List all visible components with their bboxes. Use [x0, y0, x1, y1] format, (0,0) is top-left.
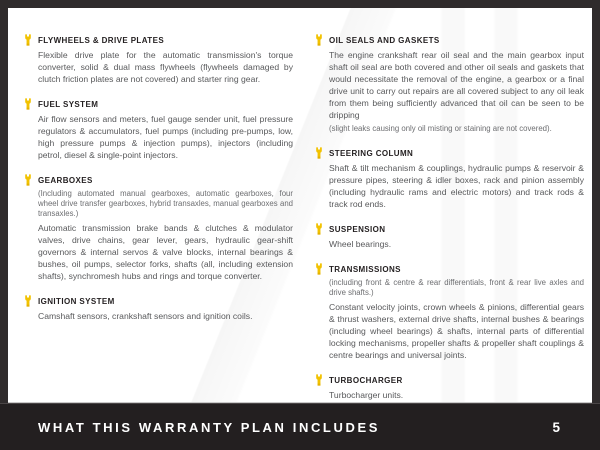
warranty-section — [24, 295, 293, 322]
section-paragraph: The engine crankshaft rear oil seal and the main gearbox input shaft oil seal are both covered and other oil seals and gaskets that would necessitate the removal of the engine, a gearbox or a final drive unit to carry out repairs are all covered subject to any oil leak from them being sufficiently advanced that oil can be seen to be dripping — [329, 50, 584, 120]
left-column — [24, 34, 293, 403]
warranty-section — [315, 374, 584, 401]
section-paragraph: Wheel bearings. — [329, 239, 392, 249]
warranty-section — [315, 147, 584, 210]
section-paragraph: Turbocharger units. — [329, 390, 404, 400]
footer-bar — [0, 403, 600, 450]
section-body — [315, 49, 584, 134]
spanner-icon — [24, 34, 38, 46]
section-heading: OIL SEALS AND GASKETS — [329, 36, 440, 45]
section-heading: STEERING COLUMN — [329, 149, 414, 158]
section-body — [24, 49, 293, 85]
section-paragraph: (slight leaks causing only oil misting or staining are not covered). — [329, 124, 552, 133]
section-heading: SUSPENSION — [329, 225, 386, 234]
warranty-section — [315, 263, 584, 361]
spanner-icon — [315, 374, 329, 386]
section-header-row — [24, 174, 293, 186]
section-paragraph: Camshaft sensors, crankshaft sensors and ignition coils. — [38, 311, 253, 321]
section-body — [315, 238, 584, 250]
section-header-row — [315, 374, 584, 386]
warranty-section — [24, 174, 293, 282]
spanner-icon — [315, 34, 329, 46]
section-paragraph: Constant velocity joints, crown wheels & pinions, differential gears & thrust washers, external drive shafts, internal bushes & bearings (including wheel bearings) & shafts, internal parts of differential locking mechanisms, propeller shafts & propeller shaft couplings & centre bearings and universal joints. — [329, 302, 584, 360]
section-body — [315, 389, 584, 401]
section-heading: FLYWHEELS & DRIVE PLATES — [38, 36, 165, 45]
section-paragraph: Air flow sensors and meters, fuel gauge sender unit, fuel pressure regulators & accumulators, fuel pumps (including pre-pumps, low, high pressure pumps & injection pumps), injectors (including petrol, diesel & single-point injectors. — [38, 114, 293, 160]
section-paragraph: Shaft & tilt mechanism & couplings, hydraulic pumps & reservoir & pressure pipes, steering & idler boxes, rack and pinion assembly (including hydraulic rams and electric motors) and track rods & track rod ends. — [329, 163, 584, 209]
spanner-icon — [24, 174, 38, 186]
warranty-section — [315, 34, 584, 134]
section-heading: IGNITION SYSTEM — [38, 297, 115, 306]
section-paragraph: (including front & centre & rear differentials, front & rear live axles and drive shafts.) — [329, 278, 584, 297]
warranty-section — [24, 98, 293, 161]
warranty-section — [315, 223, 584, 250]
section-header-row — [24, 98, 293, 110]
section-body — [24, 310, 293, 322]
section-body — [315, 162, 584, 210]
section-header-row — [24, 295, 293, 307]
section-header-row — [315, 263, 584, 275]
page-title: WHAT THIS WARRANTY PLAN INCLUDES — [38, 419, 380, 435]
page-number: 5 — [552, 419, 560, 435]
section-body — [24, 113, 293, 161]
section-paragraph: Flexible drive plate for the automatic transmission's torque converter, solid & dual mass flywheels (flywheels damaged by clutch friction plates are not covered) and starter ring gear. — [38, 50, 293, 84]
two-column-layout — [24, 34, 584, 402]
section-heading: GEARBOXES — [38, 176, 93, 185]
right-column — [315, 34, 584, 403]
spanner-icon — [315, 147, 329, 159]
section-header-row — [315, 223, 584, 235]
section-paragraph: Automatic transmission brake bands & clutches & modulator valves, drive chains, gear lever, gears, hydraulic gear-shift governors & internal servos & valve blocks, internal bearings & bushes, oil pumps, selector forks, shafts (all, including extension shafts), synchromesh hubs and rings and torque converter. — [38, 223, 293, 281]
section-heading: TURBOCHARGER — [329, 376, 403, 385]
spanner-icon — [315, 263, 329, 275]
section-heading: TRANSMISSIONS — [329, 265, 401, 274]
spanner-icon — [315, 223, 329, 235]
warranty-section — [24, 34, 293, 85]
section-body — [24, 189, 293, 282]
spanner-icon — [24, 98, 38, 110]
section-body — [315, 278, 584, 361]
section-paragraph: (Including automated manual gearboxes, automatic gearboxes, four wheel drive transfer gearboxes, hybrid transaxles, manual gearboxes and transaxles.) — [38, 189, 293, 218]
section-heading: FUEL SYSTEM — [38, 100, 99, 109]
section-header-row — [315, 147, 584, 159]
section-header-row — [315, 34, 584, 46]
spanner-icon — [24, 295, 38, 307]
section-header-row — [24, 34, 293, 46]
warranty-page — [8, 8, 592, 403]
